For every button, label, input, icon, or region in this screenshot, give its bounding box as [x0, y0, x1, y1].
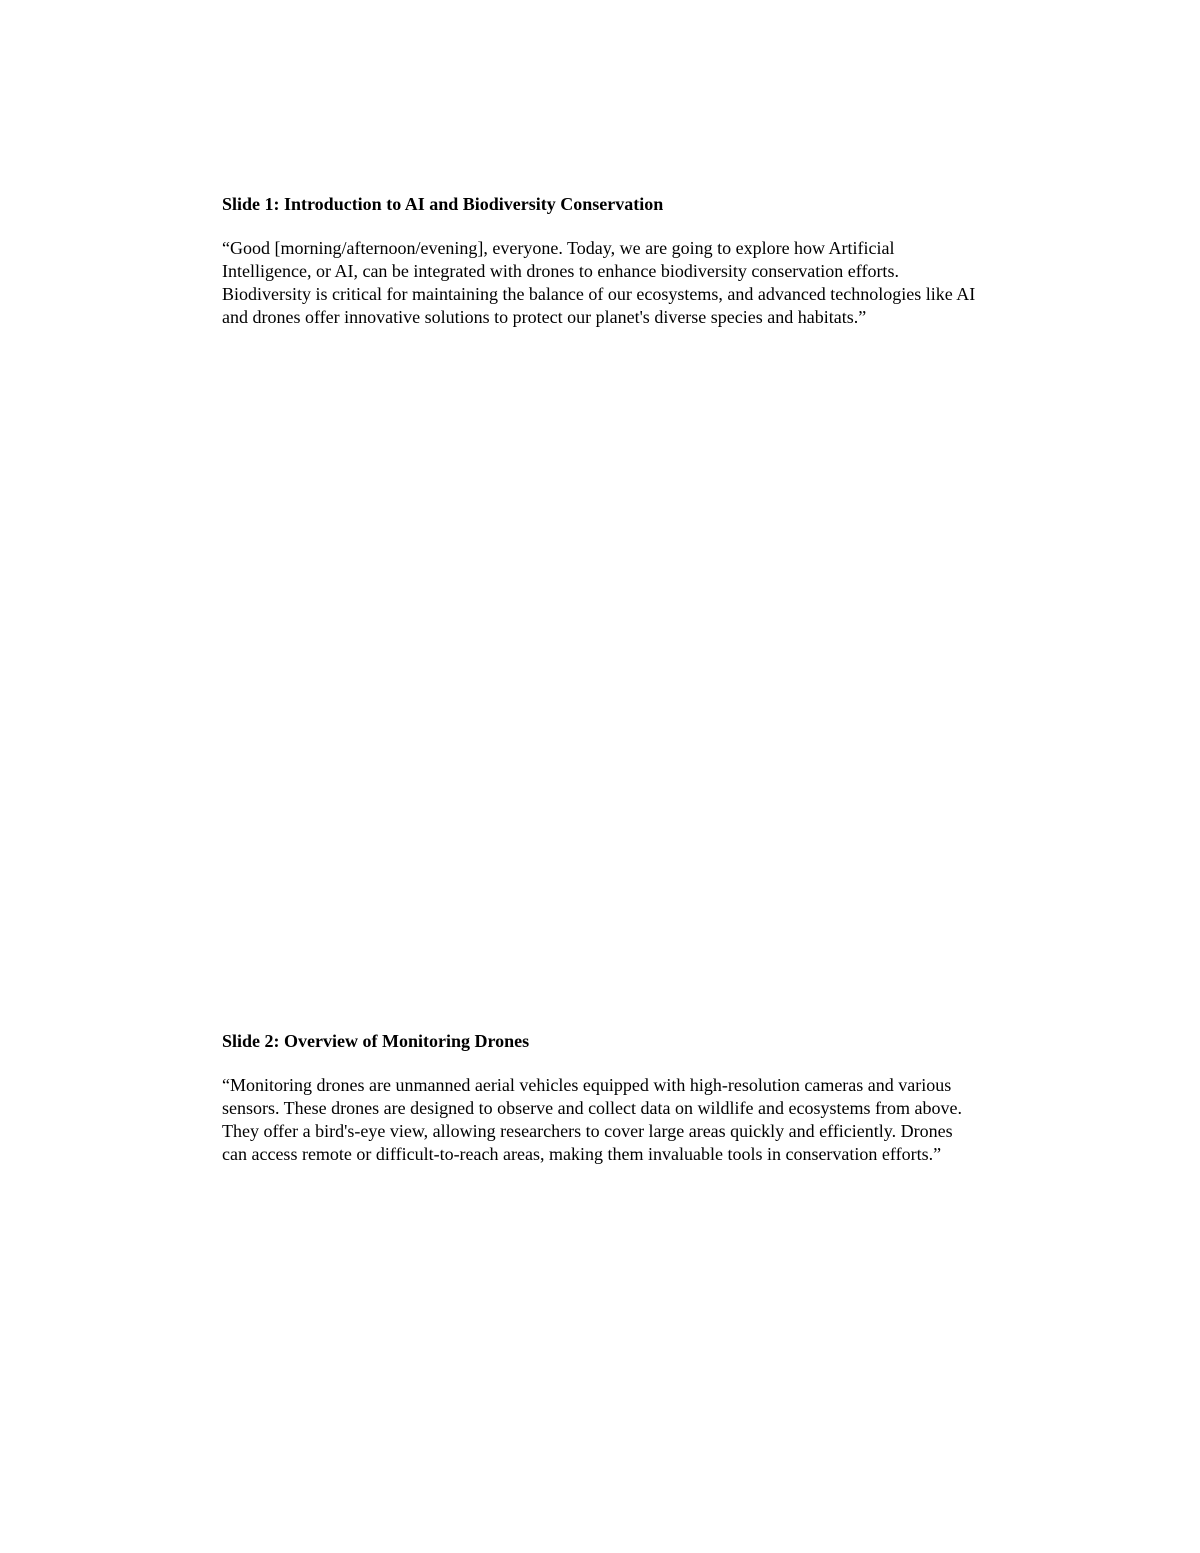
slide-1-section — [222, 191, 982, 329]
slide-2-body: “Monitoring drones are unmanned aerial vehicles equipped with high-resolution cameras and various sensors. These drones are designed to observe and collect data on wildlife and ecosystems from above. They offer a bird's-eye view, allowing researchers to cover large areas quickly and efficiently. Drones can access remote or difficult-to-reach areas, making them invaluable tools in conservation efforts.” — [222, 1075, 962, 1164]
slide-2-heading: Slide 2: Overview of Monitoring Drones — [222, 1031, 530, 1051]
slide-2-section — [222, 1028, 982, 1166]
slide-1-heading: Slide 1: Introduction to AI and Biodiversity Conservation — [222, 194, 664, 214]
slide-1-body: “Good [morning/afternoon/evening], everyone. Today, we are going to explore how Artificial Intelligence, or AI, can be integrated with drones to enhance biodiversity conservation efforts. Biodiversity is critical for maintaining the balance of our ecosystems, and advanced technologies like AI and drones offer innovative solutions to protect our planet's diverse species and habitats.” — [222, 238, 976, 327]
